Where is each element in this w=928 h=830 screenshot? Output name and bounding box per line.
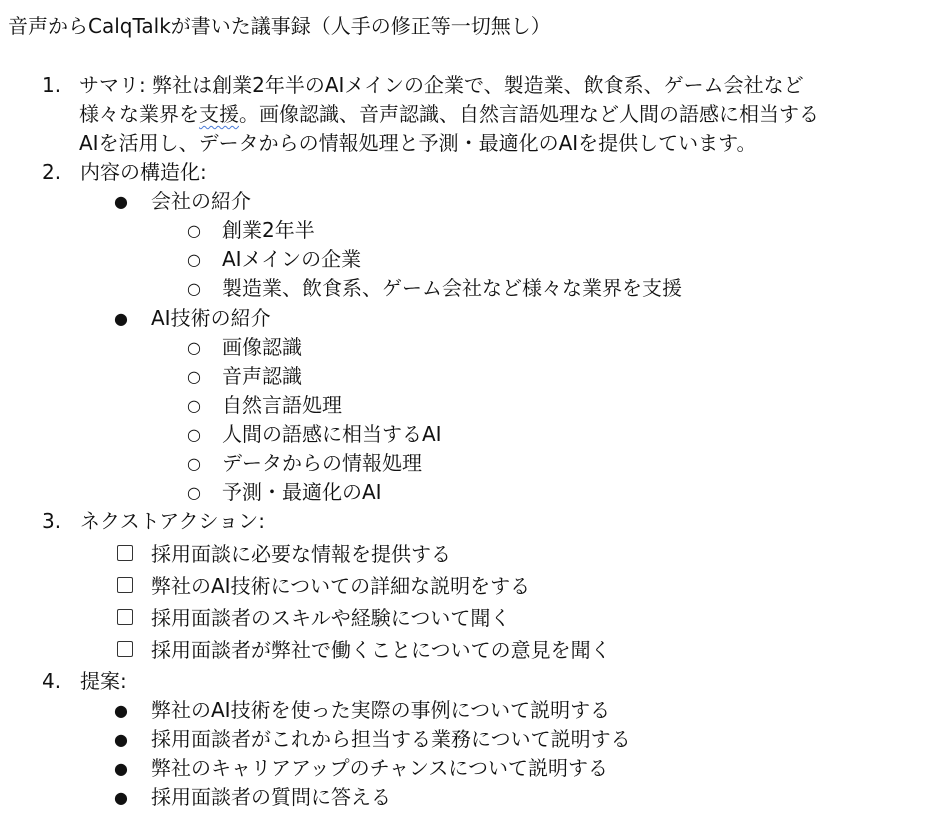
group-label: AI技術の紹介 (151, 306, 271, 330)
proposal-item: 採用面談者の質問に答える (151, 785, 391, 809)
hollow-bullet-icon: ○ (187, 396, 201, 415)
section-label: 提案: (80, 669, 127, 693)
summary-line-3: AIを活用し、データからの情報処理と予測・最適化のAIを提供しています。 (79, 131, 757, 155)
checkbox[interactable] (117, 609, 133, 625)
hollow-bullet-icon: ○ (187, 338, 201, 357)
section-label: ネクストアクション: (80, 509, 265, 533)
checklist-label: 弊社のAI技術についての詳細な説明をする (151, 574, 531, 598)
proposal-item: 弊社のキャリアアップのチャンスについて説明する (151, 756, 608, 780)
sub-item: AIメインの企業 (222, 247, 362, 271)
spellcheck-word[interactable]: 支援 (199, 102, 239, 126)
hollow-bullet-icon: ○ (187, 483, 201, 502)
bullet-icon: ● (114, 730, 128, 749)
hollow-bullet-icon: ○ (187, 367, 201, 386)
hollow-bullet-icon: ○ (187, 250, 201, 269)
sub-item: 予測・最適化のAI (222, 480, 382, 504)
bullet-icon: ● (114, 309, 128, 328)
summary-line-2-post: 。画像認識、音声認識、自然言語処理など人間の語感に相当する (239, 102, 819, 126)
group-label: 会社の紹介 (151, 189, 251, 213)
sub-item: 音声認識 (222, 364, 302, 388)
hollow-bullet-icon: ○ (187, 425, 201, 444)
proposal-item: 弊社のAI技術を使った実際の事例について説明する (151, 698, 611, 722)
list-number: 4. (42, 669, 62, 693)
checkbox[interactable] (117, 641, 133, 657)
bullet-icon: ● (114, 788, 128, 807)
hollow-bullet-icon: ○ (187, 454, 201, 473)
sub-item: データからの情報処理 (222, 451, 422, 475)
sub-item: 自然言語処理 (222, 393, 342, 417)
summary-line-2-pre: 様々な業界を (79, 102, 199, 126)
checklist-label: 採用面談に必要な情報を提供する (151, 542, 451, 566)
list-number: 3. (42, 509, 62, 533)
bullet-icon: ● (114, 759, 128, 778)
list-number: 2. (42, 160, 62, 184)
summary-line-2 (79, 100, 819, 129)
checklist-label: 採用面談者のスキルや経験について聞く (151, 606, 511, 630)
checklist-label: 採用面談者が弊社で働くことについての意見を聞く (151, 638, 611, 662)
proposal-item: 採用面談者がこれから担当する業務について説明する (151, 727, 631, 751)
list-number: 1. (42, 73, 62, 97)
bullet-icon: ● (114, 192, 128, 211)
section-label: 内容の構造化: (80, 160, 207, 184)
sub-item: 画像認識 (222, 335, 302, 359)
hollow-bullet-icon: ○ (187, 221, 201, 240)
checkbox[interactable] (117, 577, 133, 593)
document-title: 音声からCalqTalkが書いた議事録（人手の修正等一切無し） (8, 14, 551, 38)
summary-line-1: サマリ: 弊社は創業2年半のAIメインの企業で、製造業、飲食系、ゲーム会社など (79, 73, 804, 97)
checkbox[interactable] (117, 545, 133, 561)
sub-item: 製造業、飲食系、ゲーム会社など様々な業界を支援 (222, 276, 682, 300)
sub-item: 創業2年半 (222, 218, 315, 242)
hollow-bullet-icon: ○ (187, 279, 201, 298)
bullet-icon: ● (114, 701, 128, 720)
sub-item: 人間の語感に相当するAI (222, 422, 442, 446)
